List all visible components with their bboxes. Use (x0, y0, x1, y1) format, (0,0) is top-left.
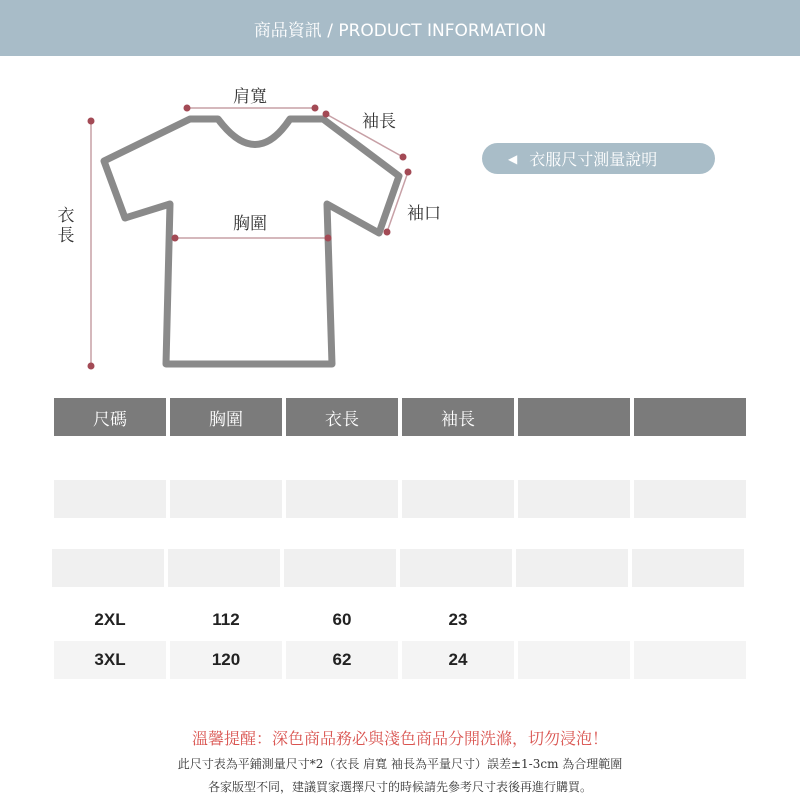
size-table-header (0, 398, 800, 436)
size-cell: 3XL (54, 641, 166, 679)
triangle-left-icon: ◀ (508, 151, 518, 166)
cuff-label: 袖口 (407, 204, 441, 224)
table-cell (284, 549, 396, 587)
header-title: 商品資訊 / PRODUCT INFORMATION (253, 20, 547, 41)
table-row (0, 480, 800, 518)
table-cell (518, 601, 630, 639)
chest-cell: 120 (170, 641, 282, 679)
sleeve-length-label: 袖長 (362, 112, 396, 132)
table-cell (402, 480, 514, 518)
header-blank-6 (634, 398, 746, 436)
header-blank-5 (518, 398, 630, 436)
header-chest: 胸圍 (170, 398, 282, 436)
table-cell (516, 549, 628, 587)
tshirt-outline (104, 119, 399, 364)
size-guide-button[interactable] (482, 143, 715, 174)
fit-note: 各家版型不同，建議買家選擇尺寸的時候請先參考尺寸表後再進行購買。 (207, 780, 592, 794)
length-label: 衣長 (57, 206, 75, 246)
table-row (0, 549, 800, 587)
size-guide-label: 衣服尺寸測量說明 (529, 150, 658, 169)
table-cell (634, 480, 746, 518)
table-cell (286, 480, 398, 518)
header-sleeve: 袖長 (402, 398, 514, 436)
table-cell (400, 549, 512, 587)
header-length: 衣長 (286, 398, 398, 436)
sleeve-cell: 23 (448, 610, 468, 629)
table-cell (632, 549, 744, 587)
table-cell (518, 480, 630, 518)
length-cell: 60 (332, 610, 352, 629)
table-cell (54, 480, 166, 518)
length-cell: 62 (286, 641, 398, 679)
wash-warning: 溫馨提醒：深色商品務必與淺色商品分開洗滌，切勿浸泡！ (191, 729, 608, 748)
chest-label: 胸圍 (233, 214, 267, 234)
table-row (0, 641, 800, 679)
measure-note: 此尺寸表為平鋪測量尺寸*2（衣長 肩寬 袖長為平量尺寸）誤差±1-3cm 為合理範圍 (177, 757, 623, 771)
table-cell (52, 549, 164, 587)
size-cell: 2XL (94, 610, 126, 629)
shoulder-label: 肩寬 (233, 87, 267, 107)
table-cell (634, 601, 746, 639)
table-row (0, 601, 800, 639)
table-cell (168, 549, 280, 587)
table-cell (170, 480, 282, 518)
chest-cell: 112 (212, 610, 240, 629)
sleeve-cell: 24 (402, 641, 514, 679)
header-size: 尺碼 (54, 398, 166, 436)
table-cell (634, 641, 746, 679)
table-cell (518, 641, 630, 679)
